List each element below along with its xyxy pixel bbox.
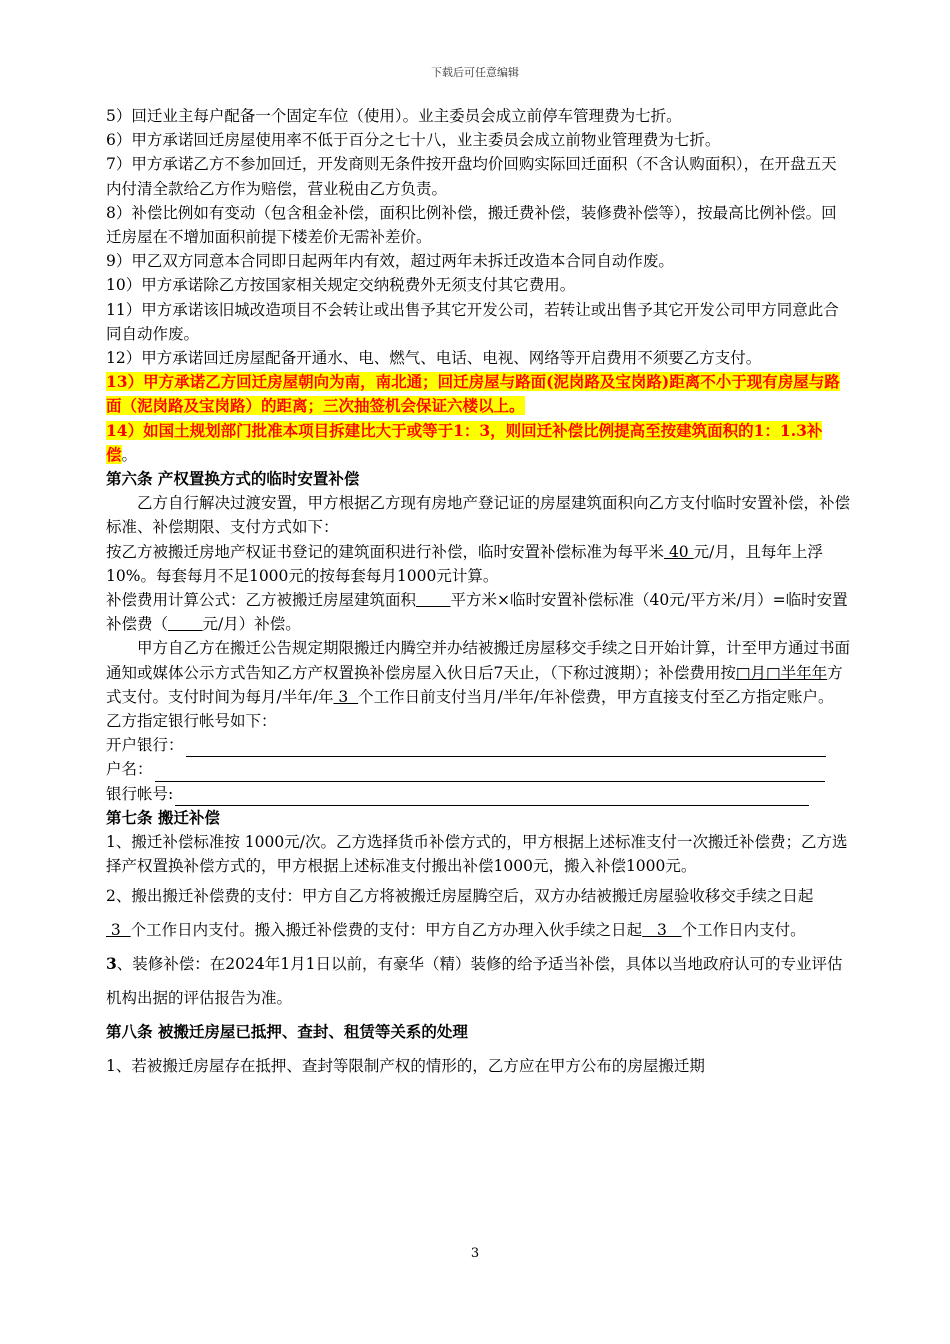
- article-8-title: 第八条 被搬迁房屋已抵押、查封、租赁等关系的处理: [106, 1021, 468, 1041]
- fee-blank: [168, 615, 203, 633]
- move-out-days: 3: [106, 920, 131, 939]
- account-no-line: [175, 786, 809, 806]
- article-6-p4: 甲方自乙方在搬迁公告规定期限搬迁内腾空并办结被搬迁房屋移交手续之日开始计算，计至甲方通过书面通知或媒体公示方式告知乙方产权置换补偿房屋入伙日后7天止，（下称过渡期）；补偿费用按□月□半年年方式支付。支付时间为每月/半年/年 3 个工作日前支付当月/半年/年补偿费，甲方直接支付至乙方指定账户。: [106, 639, 851, 706]
- clause-14: 14）如国土规划部门批准本项目拆建比大于或等于1：3，则回迁补偿比例提高至按建筑面积的1：1.3补偿。: [106, 420, 823, 464]
- highlight-clause-13: 13）甲方承诺乙方回迁房屋朝向为南，南北通；回迁房屋与路面(泥岗路及宝岗路)距离不小于现有房屋与路面（泥岗路及宝岗路）的距离；三次抽签机会保证六楼以上。: [106, 372, 840, 416]
- account-holder-row: 户名：: [106, 757, 850, 781]
- article-6-p3: 补偿费用计算公式：乙方被搬迁房屋建筑面积 平方米×临时安置补偿标准（40元/平方米/月）=临时安置补偿费（ 元/月）补偿。: [106, 591, 848, 634]
- payment-options: □月□半年年: [735, 663, 828, 682]
- clause-13: [106, 370, 850, 418]
- clause-9: 9）甲乙双方同意本合同即日起两年内有效，超过两年未拆迁改造本合同自动作废。: [106, 252, 674, 271]
- article-6-p1: 乙方自行解决过渡安置，甲方根据乙方现有房地产登记证的房屋建筑面积向乙方支付临时安置补偿，补偿标准、补偿期限、支付方式如下：: [106, 494, 851, 537]
- clause-11: 11）甲方承诺该旧城改造项目不会转让或出售予其它开发公司，若转让或出售予其它开发公司甲方同意此合同自动作废。: [106, 300, 839, 343]
- rate-value: 40: [664, 542, 694, 561]
- area-blank: [416, 591, 451, 609]
- move-in-days: 3: [642, 920, 682, 939]
- article-7-p2: 2、搬出搬迁补偿费的支付：甲方自乙方将被搬迁房屋腾空后，双方办结被搬迁房屋验收移交手续之日起 3 个工作日内支付。搬入搬迁补偿费的支付：甲方自乙方办理入伙手续之日起 3 个工作日内支付。: [106, 886, 814, 939]
- clause-12: 12）甲方承诺回迁房屋配备开通水、电、燃气、电话、电视、网络等开启费用不须要乙方支付。: [106, 349, 762, 368]
- days-value: 3: [333, 687, 359, 706]
- article-6-p2: 按乙方被搬迁房地产权证书登记的建筑面积进行补偿，临时安置补偿标准为每平米 40 元/月，且每年上浮10%。每套每月不足1000元的按每套每月1000元计算。: [106, 542, 823, 585]
- bank-name-line: [186, 737, 826, 757]
- clause-5: 5）回迁业主每户配备一个固定车位（使用）。业主委员会成立前停车管理费为七折。: [106, 107, 682, 125]
- account-holder-line: [155, 762, 825, 782]
- article-6-title: 第六条 产权置换方式的临时安置补偿: [106, 469, 360, 489]
- document-body: [106, 104, 850, 1083]
- article-7-title: 第七条 搬迁补偿: [106, 807, 220, 827]
- highlight-clause-14: 14）如国土规划部门批准本项目拆建比大于或等于1：3，则回迁补偿比例提高至按建筑面积的1：1.3补偿: [106, 420, 823, 464]
- page-header: 下载后可任意编辑: [431, 66, 519, 79]
- article-8-p1: 1、若被搬迁房屋存在抵押、查封等限制产权的情形的，乙方应在甲方公布的房屋搬迁期: [106, 1056, 705, 1075]
- clause-8: 8）补偿比例如有变动（包含租金补偿，面积比例补偿，搬迁费补偿，装修费补偿等），按最高比例补偿。回迁房屋在不增加面积前提下楼差价无需补差价。: [106, 203, 837, 247]
- bank-title: 乙方指定银行帐号如下：: [106, 712, 277, 731]
- clause-10: 10）甲方承诺除乙方按国家相关规定交纳税费外无须支付其它费用。: [106, 276, 576, 295]
- clause-6: 6）甲方承诺回迁房屋使用率不低于百分之七十八，业主委员会成立前物业管理费为七折。: [106, 131, 721, 150]
- article-7-p3: 3、装修补偿：在2024年1月1日以前，有豪华（精）装修的给予适当补偿，具体以当地政府认可的专业评估机构出据的评估报告为准。: [106, 953, 843, 1007]
- bank-name-row: 开户银行：: [106, 733, 850, 757]
- page-number: 3: [470, 1246, 480, 1261]
- article-7-p1: 1、搬迁补偿标准按 1000元/次。乙方选择货币补偿方式的，甲方根据上述标准支付一次搬迁补偿费；乙方选择产权置换补偿方式的，甲方根据上述标准支付搬出补偿1000元，搬入补偿1000元。: [106, 833, 848, 876]
- clause-7: 7）甲方承诺乙方不参加回迁，开发商则无条件按开盘均价回购实际回迁面积（不含认购面积），在开盘五天内付清全款给乙方作为赔偿，营业税由乙方负责。: [106, 155, 837, 198]
- account-no-row: 银行帐号:: [106, 782, 850, 806]
